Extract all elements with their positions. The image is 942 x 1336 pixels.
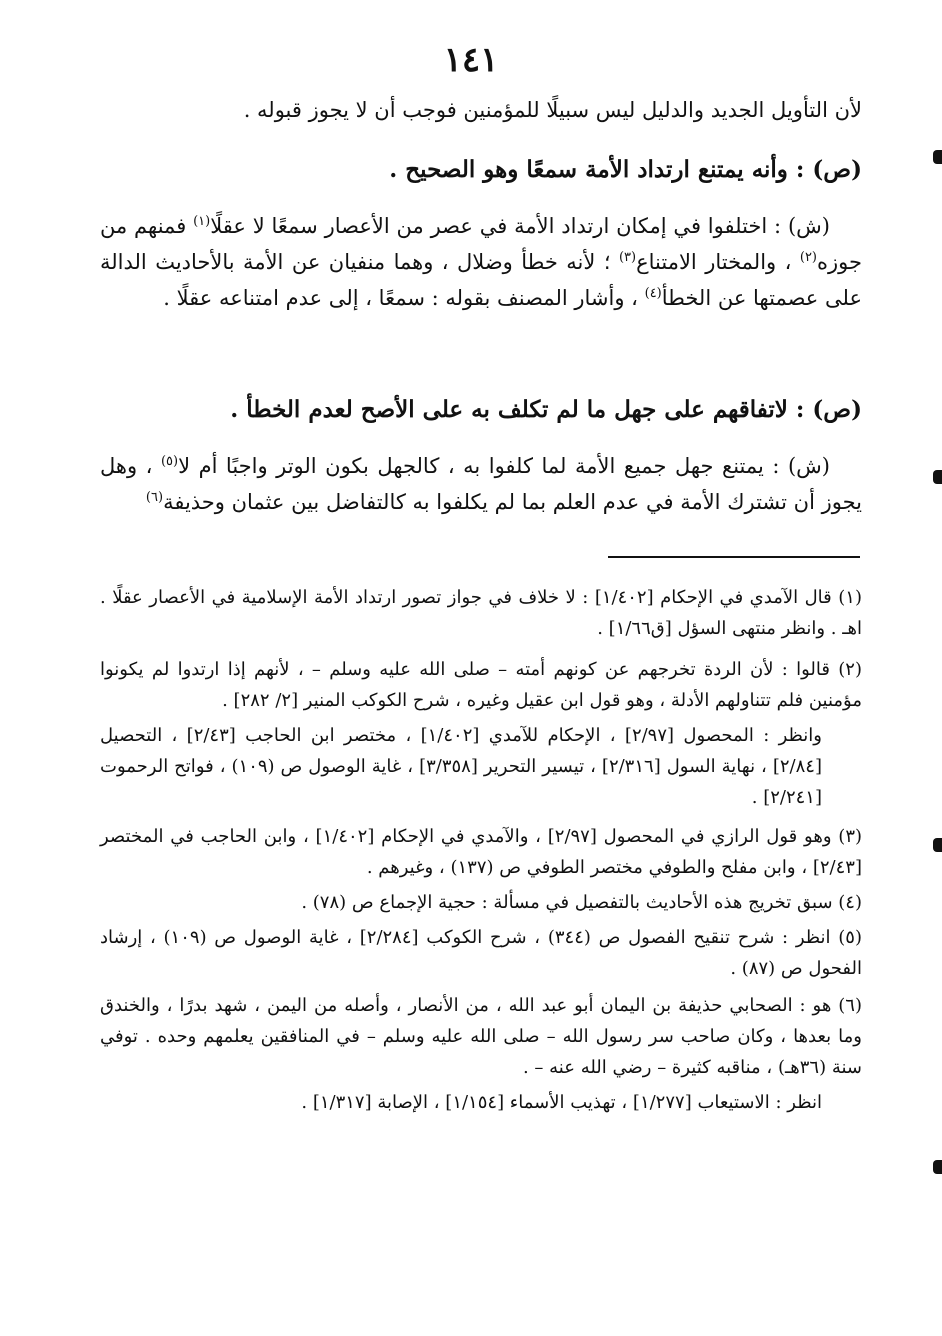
matn-heading-1 [100, 152, 862, 188]
footnote-separator [608, 556, 860, 558]
page-number: ١٤١ [443, 40, 499, 80]
sharh-line: (ش) : اختلفوا في إمكان ارتداد الأمة في عصر من الأعصار سمعًا لا عقلًا [210, 214, 830, 238]
paragraph-continuation: لأن التأويل الجديد والدليل ليس سبيلًا للمؤمنين فوجب أن لا يجوز قبوله . [243, 98, 862, 122]
footnote-ref[interactable]: (٢) [799, 250, 817, 265]
sharh-line: ، والمختار الامتناع [636, 250, 792, 274]
footnote-6-refs: انظر : الاستيعاب [١/٢٧٧] ، تهذيب الأسماء [١/١٥٤] ، الإصابة [١/٣١٧] . [301, 1092, 822, 1113]
sharh-text [100, 448, 862, 520]
scan-edge-mark [933, 838, 942, 852]
scan-edge-mark [933, 470, 942, 484]
footnote-ref[interactable]: (١) [193, 214, 211, 229]
footnote-5: (٥) انظر : شرح تنقيح الفصول ص (٣٤٤) ، شرح الكوكب [٢/٢٨٤] ، غاية الوصول ص (١٠٩) ، إرشاد الفحول ص (٨٧) . [100, 927, 862, 979]
footnote-2-refs: وانظر : المحصول [٢/٩٧] ، الإحكام للآمدي [١/٤٠٢] ، مختصر ابن الحاجب [٢/٤٣] ، التحصيل [٢/٨٤] ، نهاية السول [٢/٣١٦] ، تيسير التحرير [٣/٣٥٨] ، غاية الوصول ص (١٠٩) ، فواتح الرحموت [٢/٢٤١] . [100, 725, 822, 808]
sharh-paragraph-2 [100, 448, 862, 520]
footnotes [100, 582, 862, 1118]
matn-heading-2 [100, 392, 862, 428]
footnote-ref[interactable]: (٥) [160, 454, 179, 469]
footnote-3: (٣) وهو قول الرازي في المحصول [٢/٩٧] ، والآمدي في الإحكام [١/٤٠٢] ، وابن الحاجب في المختصر [٢/٤٣] ، وابن مفلح والطوفي مختصر الطوفي ص (١٣٧) ، وغيرهم . [100, 826, 863, 878]
sharh-text [100, 208, 862, 316]
matn-text: (ص) : وأنه يمتنع ارتداد الأمة سمعًا وهو الصحيح . [389, 156, 862, 183]
sharh-line: ، وأشار المصنف بقوله : سمعًا ، إلى عدم امتناعه عقلًا . [163, 286, 638, 310]
sharh-line: (ش) : يمتنع جهل جميع الأمة لما كلفوا به ، كالجهل بكون الوتر واجبًا أم لا [178, 454, 830, 478]
footnote-ref[interactable]: (٦) [145, 490, 164, 505]
sharh-line: ، وهل يجوز أن تشترك الأمة في عدم العلم بما لم يكلفوا به كالتفاضل بين عثمان وحذيفة [100, 454, 862, 514]
footnote-4: (٤) سبق تخريج هذه الأحاديث بالتفصيل في مسألة : حجية الإجماع ص (٧٨) . [301, 892, 862, 913]
scan-edge-mark [933, 1160, 942, 1174]
scan-edge-mark [933, 150, 942, 164]
sharh-paragraph-1 [100, 208, 862, 316]
sharh-line: ؛ لأنه خطأ وضلال ، وهما منفيان عن الأمة بالأحاديث الدالة على عصمتها عن الخطأ [100, 250, 862, 310]
footnote-6: (٦) هو : الصحابي حذيفة بن اليمان أبو عبد الله ، من الأنصار ، وأصله من اليمن ، شهد بدرًا ، والخندق وما بعدها ، وكان صاحب سر رسول الله – صلى الله عليه وسلم – في المنافقين يعلمهم وحده . توفي سنة (٣٦هـ) ، مناقبه كثيرة – رضي الله عنه – . [100, 995, 862, 1078]
sharh-line: فمنهم من جوزه [100, 214, 862, 274]
main-text [100, 92, 862, 128]
matn-text: (ص) : لاتفاقهم على جهل ما لم تكلف به على الأصح لعدم الخطأ . [230, 396, 862, 423]
footnote-1: (١) قال الآمدي في الإحكام [١/٤٠٢] : لا خلاف في جواز تصور ارتداد الأمة الإسلامية في الأعصار عقلًا . اهـ . وانظر منتهى السؤل [ق١/٦٦] . [100, 587, 862, 639]
footnote-ref[interactable]: (٣) [618, 250, 637, 265]
footnote-2: (٢) قالوا : لأن الردة تخرجهم عن كونهم أمته – صلى الله عليه وسلم – ، لأنهم إذا ارتدوا لم يكونوا مؤمنين فلم تتناولهم الأدلة ، وهو قول ابن عقيل وغيره ، شرح الكوكب المنير [٢/ ٢٨٢] . [100, 659, 862, 711]
footnote-ref[interactable]: (٤) [644, 286, 662, 301]
